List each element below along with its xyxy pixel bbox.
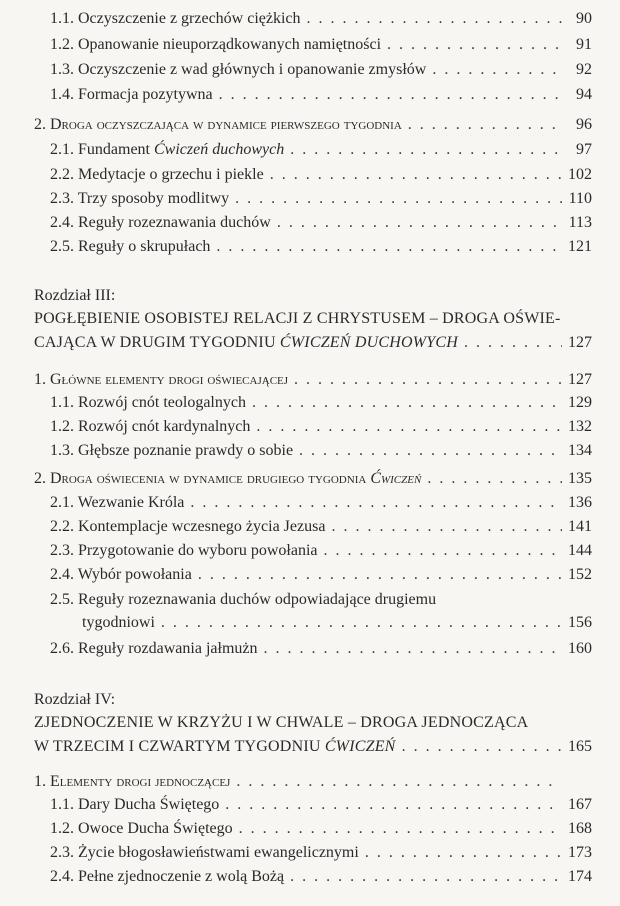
toc-entry[interactable] xyxy=(50,820,592,840)
toc-entry[interactable] xyxy=(50,518,592,538)
dot-leader xyxy=(264,640,563,658)
dot-leader xyxy=(252,394,562,412)
toc-entry-title: 2.4. Pełne zjednoczenie z wolą Bożą xyxy=(50,868,285,885)
dot-leader xyxy=(198,566,562,584)
toc-entry-title: 1.1. Oczyszczenie z grzechów ciężkich xyxy=(50,10,301,27)
toc-entry-title: 2.1. Wezwanie Króla xyxy=(50,494,185,511)
toc-entry-title: 2.2. Kontemplacje wczesnego życia Jezusa xyxy=(50,518,326,535)
chapter-title-part: CAJĄCA W DRUGIM TYGODNIU xyxy=(34,334,280,351)
dot-leader xyxy=(290,141,562,159)
chapter-label: Rozdział III: xyxy=(34,287,116,304)
toc-entry-page: 165 xyxy=(568,738,592,755)
toc-entry-page: 127 xyxy=(568,371,592,388)
dot-leader xyxy=(331,518,562,536)
dot-leader xyxy=(219,86,562,104)
toc-entry-title: tygodniowi xyxy=(82,614,155,631)
chapter-title-italic: ĆWICZEŃ DUCHOWYCH xyxy=(279,334,458,351)
toc-entry-title: 1.2. Owoce Ducha Świętego xyxy=(50,820,233,837)
dot-leader xyxy=(161,614,562,632)
toc-entry-page: 174 xyxy=(568,868,592,885)
dot-leader xyxy=(432,61,562,79)
dot-leader xyxy=(307,10,562,28)
toc-entry[interactable] xyxy=(82,614,592,634)
toc-entry-title-italic: Ćwiczeń duchowych xyxy=(154,141,285,158)
toc-entry-title: 1.4. Formacja pozytywna xyxy=(50,86,213,103)
toc-entry-title: 1.1. Dary Ducha Świętego xyxy=(50,796,220,813)
toc-entry-title: 2.2. Medytacje o grzechu i piekle xyxy=(50,166,264,183)
toc-section-heading[interactable] xyxy=(34,470,592,490)
toc-entry-page: 96 xyxy=(576,116,592,133)
toc-entry[interactable] xyxy=(50,394,592,414)
toc-entry-page: 90 xyxy=(576,10,592,27)
toc-entry-page: 132 xyxy=(568,418,592,435)
dot-leader xyxy=(256,418,562,436)
toc-entry-title xyxy=(50,141,284,159)
toc-entry-title: 2.4. Reguły rozeznawania duchów xyxy=(50,214,271,231)
toc-entry-title xyxy=(34,470,421,488)
toc-entry-page: 144 xyxy=(568,542,592,559)
toc-entry-page: 113 xyxy=(568,214,592,231)
toc-entry[interactable] xyxy=(50,442,592,462)
toc-entry-title-part: 2.1. Fundament xyxy=(50,141,154,158)
toc-entry-title: 1. Główne elementy drogi oświecającej xyxy=(34,371,289,388)
toc-entry[interactable] xyxy=(50,566,592,586)
toc-entry-page: 156 xyxy=(568,614,592,631)
toc-entry-page: 135 xyxy=(568,470,592,487)
toc-section-heading[interactable] xyxy=(34,116,592,136)
dot-leader xyxy=(387,36,562,54)
toc-entry[interactable] xyxy=(50,494,592,514)
toc-entry-title-part: 2. Droga oświecenia w dynamice drugiego tygodnia xyxy=(34,470,371,487)
toc-entry-page: 94 xyxy=(576,86,592,103)
toc-entry-page: 129 xyxy=(568,394,592,411)
toc-entry-page: 136 xyxy=(568,494,592,511)
toc-entry-title: 2.3. Życie błogosławieństwami ewangelicznymi xyxy=(50,844,359,861)
toc-entry-page: 91 xyxy=(576,36,592,53)
toc-entry-title-italic: Ćwiczeń xyxy=(370,470,422,487)
chapter-title-line xyxy=(34,334,458,352)
chapter-title-part: W TRZECIM I CZWARTYM TYGODNIU xyxy=(34,738,325,755)
toc-entry[interactable] xyxy=(50,418,592,438)
chapter-title-entry[interactable] xyxy=(34,334,592,354)
dot-leader xyxy=(299,442,562,460)
toc-entry-title: 2.3. Trzy sposoby modlitwy xyxy=(50,190,230,207)
toc-entry-title: 2.6. Reguły rozdawania jałmużn xyxy=(50,640,258,657)
toc-entry[interactable] xyxy=(50,86,592,106)
dot-leader xyxy=(290,868,562,886)
toc-entry[interactable] xyxy=(50,844,592,864)
toc-entry[interactable] xyxy=(50,542,592,562)
chapter-title-italic: ĆWICZEŃ xyxy=(324,738,396,755)
toc-entry-title: 1.1. Rozwój cnót teologalnych xyxy=(50,394,246,411)
toc-entry-page: 97 xyxy=(576,141,592,158)
toc-entry-title: 1.3. Oczyszczenie z wad głównych i opanowanie zmysłów xyxy=(50,61,427,78)
toc-entry[interactable] xyxy=(50,238,592,258)
toc-entry-page: 92 xyxy=(576,61,592,78)
chapter-title-entry[interactable] xyxy=(34,738,592,758)
toc-entry-title: 1. Elementy drogi jednoczącej xyxy=(34,773,231,790)
dot-leader xyxy=(225,796,562,814)
dot-leader xyxy=(365,844,562,862)
dot-leader xyxy=(235,190,562,208)
toc-entry[interactable] xyxy=(50,640,592,660)
toc-entry[interactable] xyxy=(50,61,592,81)
dot-leader xyxy=(190,494,562,512)
toc-entry[interactable] xyxy=(50,796,592,816)
toc-entry[interactable] xyxy=(50,868,592,888)
dot-leader xyxy=(216,238,562,256)
chapter-title-line: ZJEDNOCZENIE W KRZYŻU I W CHWALE – DROGA JEDNOCZĄCA xyxy=(34,714,529,731)
toc-entry[interactable] xyxy=(50,214,592,234)
dot-leader xyxy=(239,820,562,838)
toc-entry[interactable] xyxy=(50,166,592,186)
toc-section-heading[interactable] xyxy=(34,371,592,391)
toc-entry-title: 2.3. Przygotowanie do wyboru powołania xyxy=(50,542,318,559)
toc-entry-title: 1.2. Opanowanie nieuporządkowanych namiętności xyxy=(50,36,382,53)
toc-entry-page: 127 xyxy=(568,334,592,351)
toc-entry-page: 110 xyxy=(568,190,592,207)
toc-entry-page: 134 xyxy=(568,442,592,459)
toc-entry-title: 1.2. Rozwój cnót kardynalnych xyxy=(50,418,251,435)
toc-entry[interactable] xyxy=(50,10,592,30)
dot-leader xyxy=(402,738,562,756)
toc-entry[interactable] xyxy=(50,190,592,210)
toc-section-heading[interactable] xyxy=(34,773,560,793)
dot-leader xyxy=(270,166,562,184)
dot-leader xyxy=(277,214,562,232)
toc-entry-title: 2.4. Wybór powołania xyxy=(50,566,192,583)
dot-leader xyxy=(236,773,554,791)
toc-entry-title: 2.5. Reguły o skrupułach xyxy=(50,238,211,255)
dot-leader xyxy=(294,371,562,389)
toc-entry-page: 160 xyxy=(568,640,592,657)
chapter-label: Rozdział IV: xyxy=(34,691,116,708)
toc-entry-page: 167 xyxy=(568,796,592,813)
toc-entry-page: 102 xyxy=(568,166,592,183)
toc-entry-page: 141 xyxy=(568,518,592,535)
dot-leader xyxy=(324,542,562,560)
chapter-title-line: POGŁĘBIENIE OSOBISTEJ RELACJI Z CHRYSTUSEM – DROGA OŚWIE- xyxy=(34,310,561,327)
toc-entry-page: 121 xyxy=(568,238,592,255)
toc-entry[interactable] xyxy=(50,141,592,161)
toc-entry[interactable] xyxy=(50,36,592,56)
toc-entry-page: 152 xyxy=(568,566,592,583)
toc-entry-title[interactable]: 2.5. Reguły rozeznawania duchów odpowiadające drugiemu xyxy=(50,591,437,608)
toc-entry-title: 1.3. Głębsze poznanie prawdy o sobie xyxy=(50,442,294,459)
dot-leader xyxy=(464,334,562,352)
chapter-title-line xyxy=(34,738,396,756)
toc-entry-page: 173 xyxy=(568,844,592,861)
dot-leader xyxy=(408,116,562,134)
toc-entry-page: 168 xyxy=(568,820,592,837)
dot-leader xyxy=(427,470,562,488)
toc-entry-title: 2. Droga oczyszczająca w dynamice pierwszego tygodnia xyxy=(34,116,402,133)
